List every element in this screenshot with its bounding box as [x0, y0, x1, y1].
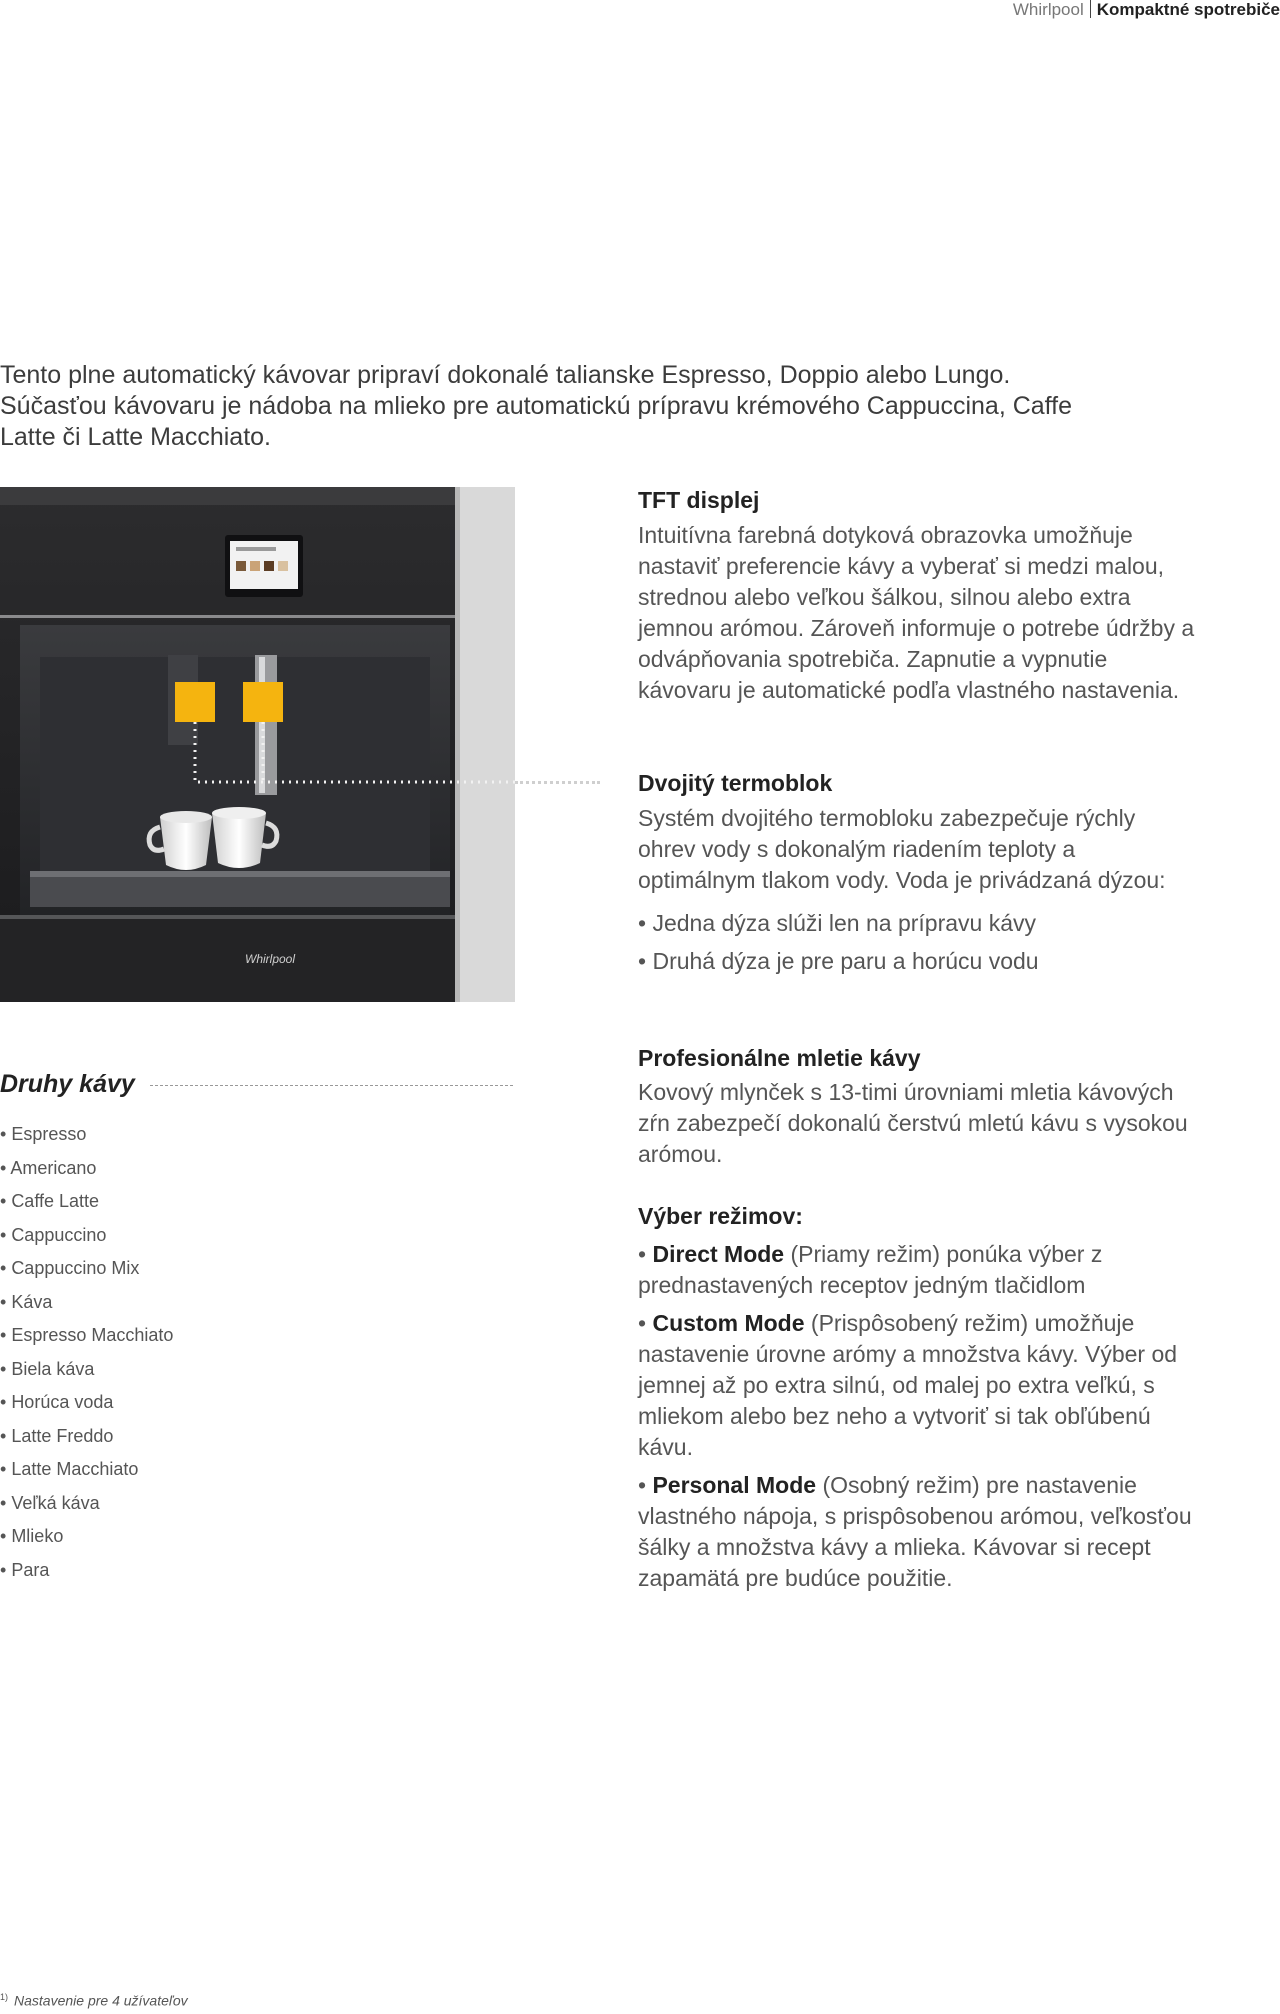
mode-custom-text: (Prispôsobený režim) umožňuje nastavenie úrovne arómy a množstva kávy. Výber od jemnej až po extra silnú, od malej po extra veľkú, s mliekom alebo bez neho a vytvoriť si tak obľúbenú kávu.	[638, 1310, 1178, 1460]
list-item: • Cappuccino Mix	[0, 1258, 140, 1278]
tft-heading: TFT displej	[638, 487, 760, 513]
coffee-type: Biela káva	[11, 1358, 95, 1379]
coffee-type: Cappuccino	[11, 1224, 107, 1245]
mode-personal: • Personal Mode (Osobný režim) pre nastavenie vlastného nápoja, s prispôsobenou arómou, veľkosťou šálky a množstva kávy a mlieka. Kávovar si recept zapamätá pre budúce použitie.	[638, 1472, 1192, 1591]
callout-marker-1	[175, 682, 215, 722]
list-item: • Espresso Macchiato	[0, 1325, 174, 1345]
coffee-type: Caffe Latte	[11, 1191, 100, 1211]
mode-custom-name: Custom Mode	[652, 1310, 805, 1336]
coffee-type: Horúca voda	[11, 1392, 114, 1412]
grind-text: Kovový mlynček s 13-timi úrovniami mletia kávových zŕn zabezpečí dokonalú čerstvú mletú kávu s vysokou arómou.	[638, 1079, 1188, 1167]
callout-connector	[515, 781, 600, 784]
mode-personal-text: (Osobný režim) pre nastavenie vlastného nápoja, s prispôsobenou arómou, veľkosťou šálky a množstva kávy a mlieka. Kávovar si recept zapamätá pre budúce použitie.	[638, 1472, 1192, 1591]
header-divider	[1090, 0, 1091, 18]
thermo-text: Systém dvojitého termobloku zabezpečuje rýchly ohrev vody s dokonalým riadením teploty a optimálnym tlakom vody. Voda je privádzaná dýzou:	[638, 805, 1166, 893]
footnote-text: Nastavenie pre 4 užívateľov	[14, 1992, 188, 2009]
thermo-bullet-1: Jedna dýza slúži len na prípravu kávy	[652, 910, 1036, 936]
product-photo	[0, 487, 515, 1002]
header-brand: Whirlpool	[1012, 0, 1084, 19]
coffee-type: Espresso Macchiato	[11, 1325, 174, 1345]
list-item: • Cappuccino	[0, 1224, 107, 1245]
coffee-types-divider	[150, 1085, 513, 1086]
coffee-type: Veľká káva	[11, 1492, 100, 1513]
callout-marker-2	[243, 682, 283, 722]
feature-modes	[638, 1201, 1198, 1594]
list-item: • Latte Freddo	[0, 1425, 114, 1446]
mode-custom: • Custom Mode (Prispôsobený režim) umožňuje nastavenie úrovne arómy a množstva kávy. Výber od jemnej až po extra silnú, od malej po extra veľkú, s mliekom alebo bez neho a vytvoriť si tak obľúbenú kávu.	[638, 1310, 1178, 1460]
feature-grinding	[638, 1043, 1198, 1170]
coffee-type: Mlieko	[11, 1526, 64, 1546]
photo-logo: Whirlpool	[245, 952, 296, 966]
list-item: • Veľká káva	[0, 1492, 100, 1513]
coffee-types-list	[0, 1118, 300, 1587]
thermo-heading: Dvojitý termoblok	[638, 770, 833, 796]
modes-heading: Výber režimov:	[638, 1203, 803, 1229]
coffee-type: Latte Macchiato	[11, 1459, 139, 1479]
grind-heading: Profesionálne mletie kávy	[638, 1045, 921, 1071]
footnote-mark: 1)	[0, 1992, 9, 2002]
mode-personal-name: Personal Mode	[652, 1472, 817, 1498]
thermo-bullet: • Jedna dýza slúži len na prípravu kávy	[638, 910, 1036, 936]
coffee-type: Para	[11, 1559, 50, 1580]
coffee-type: Káva	[11, 1291, 53, 1312]
thermo-bullet-2: Druhá dýza je pre paru a horúcu vodu	[652, 948, 1039, 974]
list-item: • Biela káva	[0, 1358, 95, 1379]
list-item: • Mlieko	[0, 1526, 64, 1546]
coffee-types-heading: Druhy kávy	[0, 1070, 135, 1098]
mode-direct-text: (Priamy režim) ponúka výber z prednastavených receptov jedným tlačidlom	[638, 1241, 1103, 1298]
list-item: • Latte Macchiato	[0, 1459, 139, 1479]
thermo-bullet: • Druhá dýza je pre paru a horúcu vodu	[638, 948, 1039, 974]
list-item: • Caffe Latte	[0, 1191, 100, 1211]
page-header	[950, 0, 1280, 19]
list-item: • Espresso	[0, 1124, 87, 1144]
intro-text: Tento plne automatický kávovar pripraví dokonalé talianske Espresso, Doppio alebo Lungo. Súčasťou kávovaru je nádoba na mlieko pre automatickú prípravu krémového Cappuccina, Caffe Latte či Latte Macchiato.	[0, 361, 1073, 451]
list-item: • Americano	[0, 1157, 97, 1178]
coffee-type: Cappuccino Mix	[11, 1258, 140, 1278]
feature-thermoblock	[638, 768, 1198, 977]
list-item: • Horúca voda	[0, 1392, 114, 1412]
list-item: • Para	[0, 1559, 50, 1580]
list-item: • Káva	[0, 1291, 53, 1312]
tft-text: Intuitívna farebná dotyková obrazovka umožňuje nastaviť preferencie kávy a vyberať si medzi malou, strednou alebo veľkou šálkou, silnou alebo extra jemnou arómou. Zároveň informuje o potrebe údržby a odvápňovania spotrebiča. Zapnutie a vypnutie kávovaru je automatické podľa vlastného nastavenia.	[638, 522, 1195, 703]
coffee-type: Espresso	[11, 1124, 87, 1144]
feature-tft	[638, 485, 1198, 706]
coffee-type: Americano	[10, 1157, 97, 1178]
mode-direct: • Direct Mode (Priamy režim) ponúka výber z prednastavených receptov jedným tlačidlom	[638, 1241, 1103, 1298]
coffee-type: Latte Freddo	[11, 1425, 114, 1446]
footnote	[0, 1992, 188, 2009]
header-title: Kompaktné spotrebiče	[1096, 0, 1280, 19]
mode-direct-name: Direct Mode	[652, 1241, 785, 1267]
